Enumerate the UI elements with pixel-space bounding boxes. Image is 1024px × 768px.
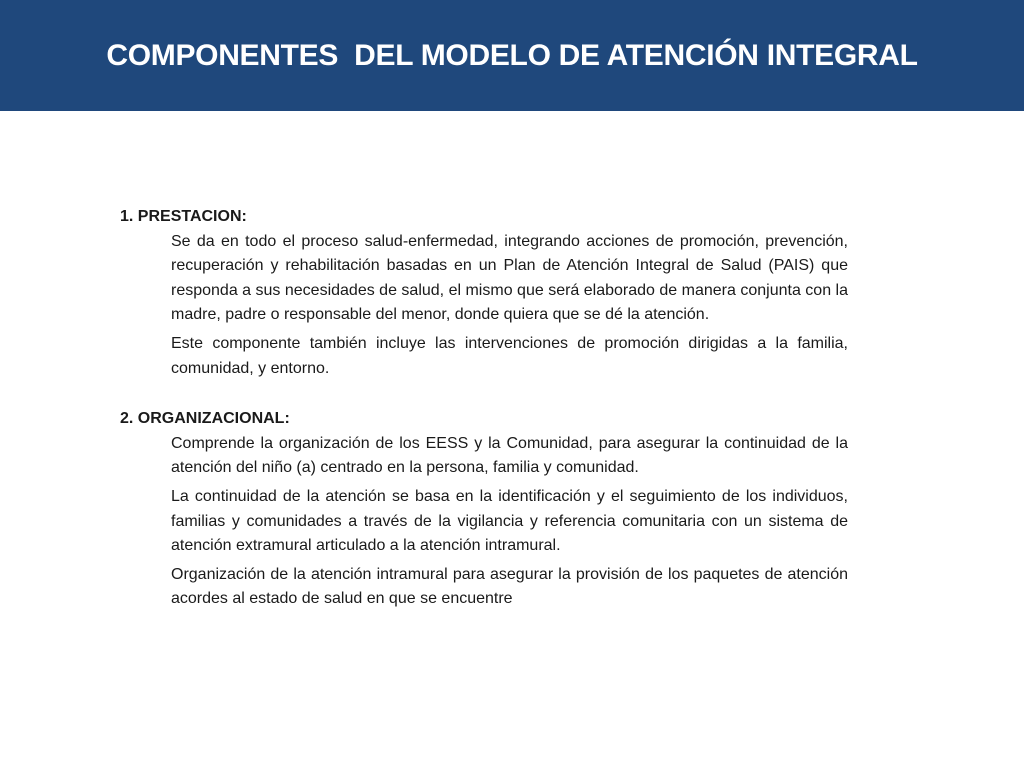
paragraph: La continuidad de la atención se basa en la identificación y el seguimiento de los individuos, familias y comunidades a través de la vigilancia y referencia comunitaria con un sistema de atención extramural articulado a la atención intramural.: [171, 487, 848, 555]
section-organizacional: [120, 407, 848, 612]
title-bar: [0, 0, 1024, 111]
paragraph: Se da en todo el proceso salud-enfermedad, integrando acciones de promoción, prevención, recuperación y rehabilitación basadas en un Plan de Atención Integral de Salud (PAIS) que responda a sus necesidades de salud, el mismo que será elaborado de manera conjunta con la madre, padre o responsable del menor, donde quiera que se dé la atención.: [171, 232, 848, 324]
section-heading: 1. PRESTACION:: [120, 208, 247, 225]
section-prestacion: [120, 205, 848, 381]
slide-content: [120, 205, 848, 616]
paragraph: Organización de la atención intramural para asegurar la provisión de los paquetes de atención acordes al estado de salud en que se encuentre: [171, 565, 848, 608]
paragraph: Comprende la organización de los EESS y la Comunidad, para asegurar la continuidad de la atención del niño (a) centrado en la persona, familia y comunidad.: [171, 434, 848, 477]
paragraph: Este componente también incluye las intervenciones de promoción dirigidas a la familia, comunidad, y entorno.: [171, 334, 848, 377]
slide-title: COMPONENTES DEL MODELO DE ATENCIÓN INTEGRAL: [106, 38, 918, 72]
section-heading: 2. ORGANIZACIONAL:: [120, 410, 290, 428]
section-spacer: [120, 385, 848, 407]
